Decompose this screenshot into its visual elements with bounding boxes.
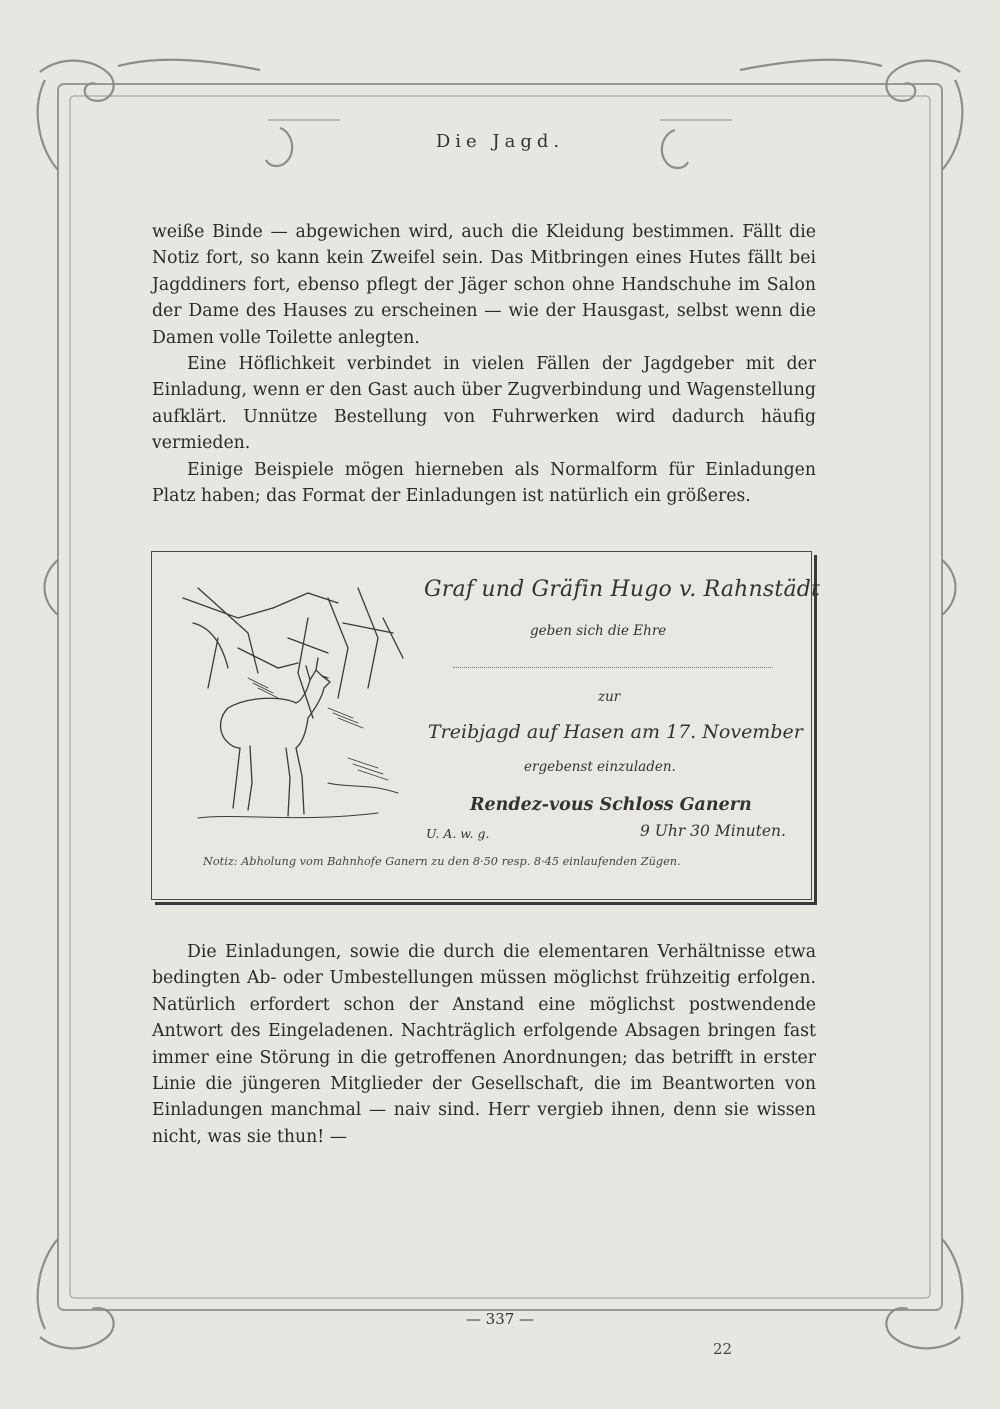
signature-mark: 22 xyxy=(713,1340,733,1358)
card-note: Notiz: Abholung vom Bahnhofe Ganern zu den 8·50 resp. 8·45 einlaufenden Zügen. xyxy=(203,855,681,868)
card-time: 9 Uhr 30 Minuten. xyxy=(640,822,786,840)
paragraph-4: Die Einladungen, sowie die durch die elementaren Verhältnisse etwa bedingten Ab- oder Umbestellungen müssen möglichst frühzeitig erfolgen. Natürlich erfordert schon der Anstand eine möglichst postwendende Antwort des Eingeladenen. Nachträglich erfolgende Absagen bringen fast immer eine Störung in die getroffenen Anordnungen; das betrifft in erster Linie die jüngeren Mitglieder der Gesellschaft, die im Beantworten von Einladungen manchmal — naiv sind. Herr vergieb ihnen, denn sie wissen nicht, was sie thun! — xyxy=(152,942,816,1147)
card-invite-line: ergebenst einzuladen. xyxy=(524,759,676,775)
card-honor-line: geben sich die Ehre xyxy=(530,623,667,639)
card-dotted-line xyxy=(453,667,773,668)
card-rsvp: U. A. w. g. xyxy=(426,826,490,841)
card-event: Treibjagd auf Hasen am 17. November xyxy=(428,721,803,743)
deer-illustration xyxy=(178,578,413,840)
card-zur: zur xyxy=(598,689,621,705)
page-number: — 337 — xyxy=(465,1310,535,1328)
card-rendezvous: Rendez-vous Schloss Ganern xyxy=(470,795,752,815)
body-text-top xyxy=(152,219,816,509)
body-text-bottom xyxy=(152,939,816,1150)
paragraph-1: weiße Binde — abgewichen wird, auch die Kleidung bestimmen. Fällt die Notiz fort, so kann kein Zweifel sein. Das Mitbringen eines Hutes fällt bei Jagddiners fort, ebenso pflegt der Jäger schon ohne Handschuhe im Salon der Dame des Hauses zu erscheinen — wie der Hausgast, selbst wenn die Damen volle Toilette anlegten. xyxy=(152,222,816,348)
card-host: Graf und Gräfin Hugo v. Rahnstädt xyxy=(424,577,821,602)
running-head: Die Jagd. xyxy=(435,131,565,152)
paragraph-2: Eine Höflichkeit verbindet in vielen Fällen der Jagdgeber mit der Einladung, wenn er den Gast auch über Zugverbindung und Wagenstellung aufklärt. Unnütze Bestellung von Fuhrwerken wird dadurch häufig vermieden. xyxy=(152,354,816,454)
paragraph-3: Einige Beispiele mögen hierneben als Normalform für Einladungen Platz haben; das Format der Einladungen ist natürlich ein größeres. xyxy=(152,459,816,507)
